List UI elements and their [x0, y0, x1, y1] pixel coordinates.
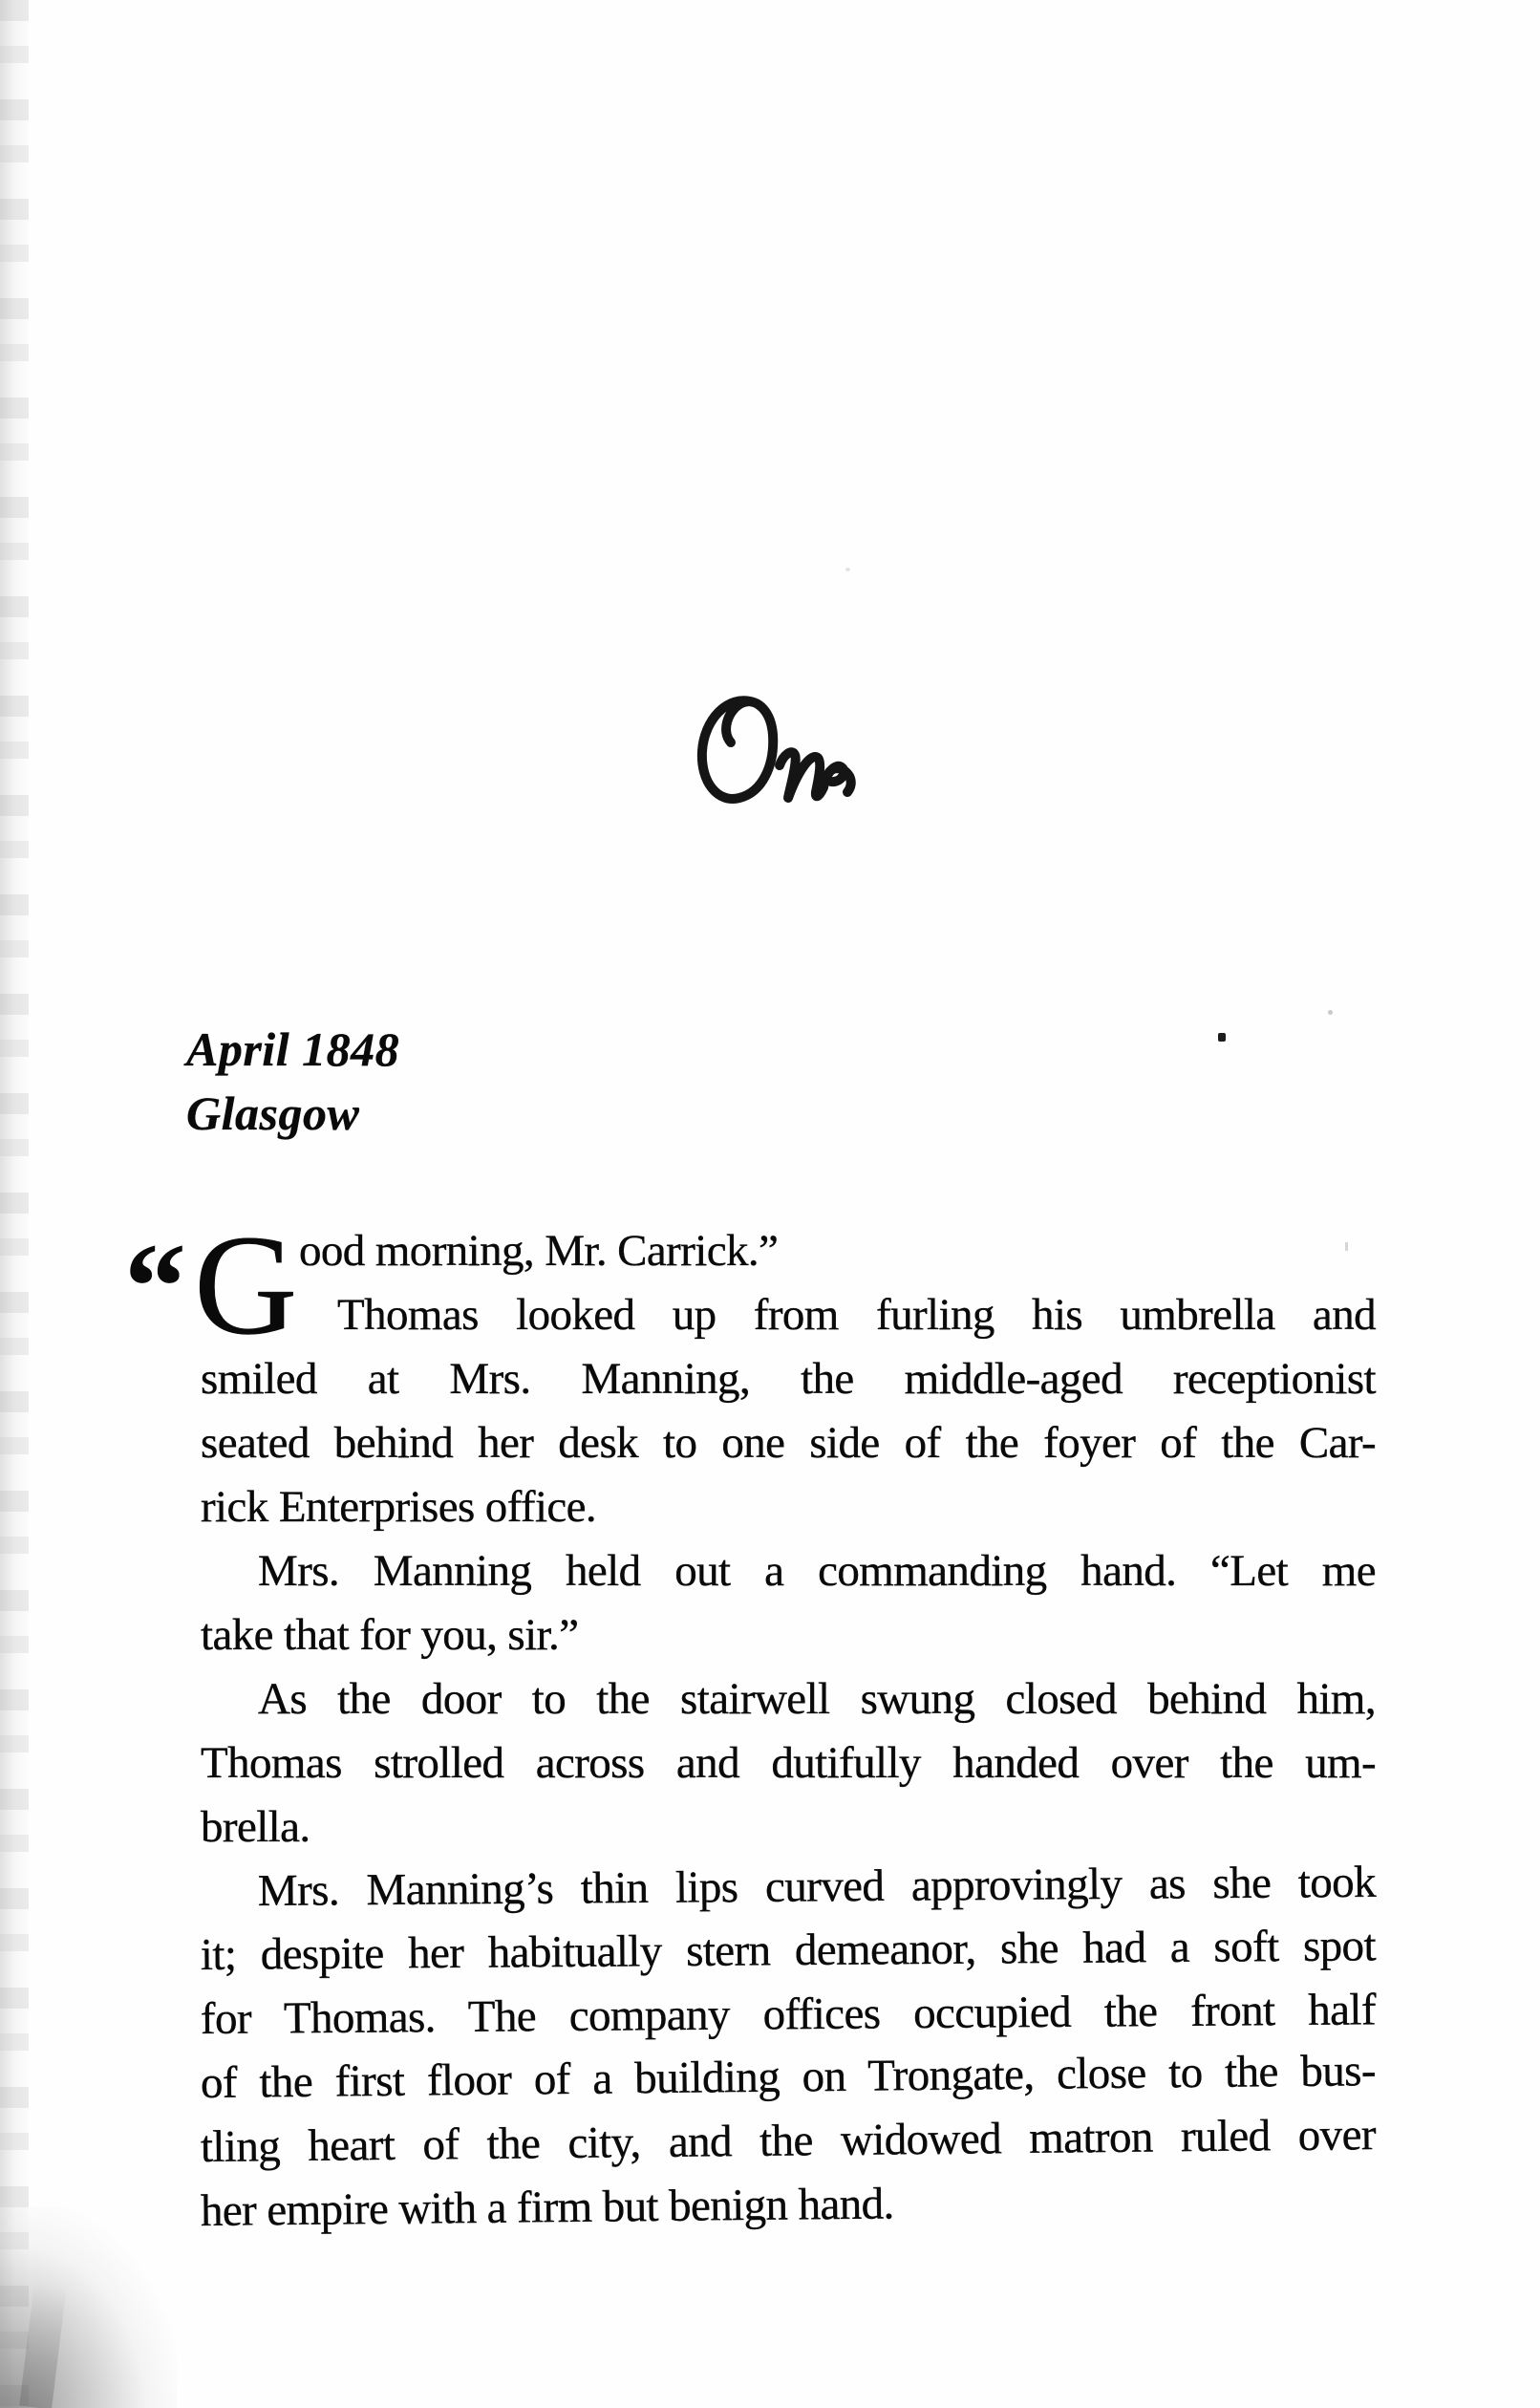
- body-line: for Thomas. The company offices occupied the front half: [200, 1985, 1377, 2044]
- body-text: [201, 1219, 1376, 2244]
- body-line: Mrs. Manning held out a commanding hand. “Let me: [258, 1546, 1376, 1596]
- scan-speck: [1218, 1033, 1226, 1042]
- body-line: As the door to the stairwell swung closed behind him,: [258, 1674, 1376, 1724]
- drop-cap-letter: G: [194, 1206, 298, 1365]
- body-line: take that for you, sir.”: [201, 1610, 579, 1660]
- body-line: her empire with a firm but benign hand.: [200, 2179, 894, 2236]
- scan-speck: [845, 568, 850, 571]
- body-line: it; despite her habitually stern demeanor, she had a soft spot: [200, 1921, 1377, 1980]
- body-line: Mrs. Manning’s thin lips curved approvingly as she took: [257, 1857, 1377, 1916]
- body-line: tling heart of the city, and the widowed matron ruled over: [200, 2110, 1377, 2172]
- scan-left-edge: [0, 0, 29, 2408]
- dateline-date: April 1848: [186, 1022, 400, 1076]
- body-line: Thomas strolled across and dutifully handed over the um-: [201, 1738, 1376, 1788]
- body-line: Thomas looked up from furling his umbrella and: [337, 1290, 1376, 1340]
- drop-cap-open-quote: “: [124, 1218, 181, 1356]
- chapter-heading-script-one: [693, 690, 860, 809]
- dateline: [186, 1018, 399, 1146]
- body-line: seated behind her desk to one side of the foyer of the Car-: [201, 1418, 1376, 1468]
- body-line: smiled at Mrs. Manning, the middle-aged receptionist: [201, 1354, 1376, 1404]
- body-line: rick Enterprises office.: [201, 1482, 597, 1532]
- scan-speck: [1328, 1010, 1333, 1015]
- chapter-heading: [693, 690, 860, 809]
- body-line: brella.: [201, 1802, 310, 1852]
- dateline-place: Glasgow: [186, 1086, 360, 1140]
- body-line: of the first floor of a building on Trongate, close to the bus-: [200, 2046, 1377, 2108]
- body-line: ood morning, Mr. Carrick.”: [299, 1226, 779, 1276]
